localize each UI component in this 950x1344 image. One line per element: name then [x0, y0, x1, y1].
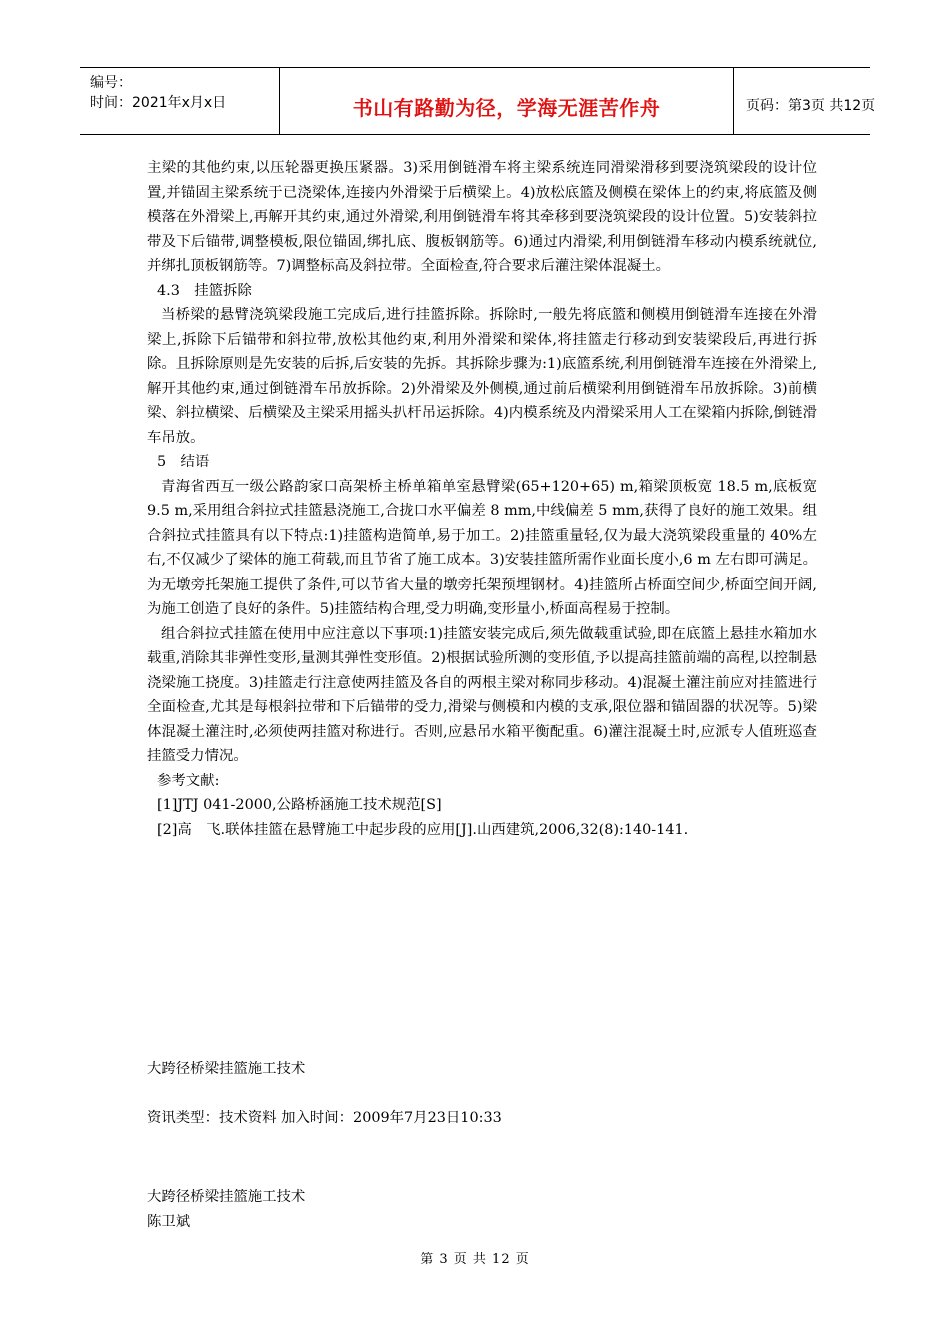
header-left-cell: [80, 68, 280, 134]
paragraph-dismantling: 当桥梁的悬臂浇筑梁段施工完成后,进行挂篮拆除。拆除时,一般先将底篮和侧模用倒链滑车连接在外滑梁上,拆除下后锚带和斜拉带,放松其他约束,利用外滑梁和梁体,将挂篮走行移动到安装梁段后,再进行拆除。且拆除原则是先安装的后拆,后安装的先拆。其拆除步骤为:1)底篮系统,利用倒链滑车连接在外滑梁上,解开其他约束,通过倒链滑车吊放拆除。2)外滑梁及外侧模,通过前后横梁利用倒链滑车吊放拆除。3)前横梁、斜拉横梁、后横梁及主梁采用摇头扒杆吊运拆除。4)内模系统及内滑梁采用人工在梁箱内拆除,倒链滑车吊放。: [147, 307, 817, 446]
doc-time-label: 时间：2021年x月x日: [90, 95, 227, 111]
page-footer: 第 3 页 共 12 页: [420, 1252, 530, 1267]
section-heading-4-3: 4.3 挂篮拆除: [157, 282, 252, 299]
reference-item-2: [2]高 飞.联体挂篮在悬臂施工中起步段的应用[J].山西建筑,2006,32(8):140-141.: [157, 821, 689, 838]
header-page-label: 页码：第3页 共12页: [746, 98, 876, 114]
article-title-repeat: 大跨径桥梁挂篮施工技术: [147, 1189, 306, 1205]
header-table: [80, 67, 876, 135]
article-title: 大跨径桥梁挂篮施工技术: [147, 1061, 306, 1077]
article-author: 陈卫斌: [147, 1214, 191, 1230]
body-text: [147, 156, 817, 842]
reference-item-1: [1]JTJ 041-2000,公路桥涵施工技术规范[S]: [157, 797, 442, 813]
paragraph-precautions: 组合斜拉式挂篮在使用中应注意以下事项:1)挂篮安装完成后,须先做载重试验,即在底篮上悬挂水箱加水载重,消除其非弹性变形,量测其弹性变形值。2)根据试验所测的变形值,予以提高挂篮前端的高程,以控制悬浇梁施工挠度。3)挂篮走行注意使两挂篮及各自的两根主梁对称同步移动。4)混凝土灌注前应对挂篮进行全面检查,尤其是每根斜拉带和下后锚带的受力,滑梁与侧模和内模的支承,限位器和锚固器的状况等。5)梁体混凝土灌注时,必须使两挂篮对称进行。否则,应悬吊水箱平衡配重。6)灌注混凝土时,应派专人值班巡查挂篮受力情况。: [147, 625, 817, 764]
references-title: 参考文献:: [157, 772, 220, 789]
header-motto: 书山有路勤为径，学海无涯苦作舟: [352, 96, 661, 120]
paragraph-continued: 主梁的其他约束,以压轮器更换压紧器。3)采用倒链滑车将主梁系统连同滑梁滑移到要浇筑梁段的设计位置,并锚固主梁系统于已浇梁体,连接内外滑梁于后横梁上。4)放松底篮及侧模在梁体上的约束,将底篮及侧模落在外滑梁上,再解开其约束,通过外滑梁,利用倒链滑车将其牵移到要浇筑梁段的设计位置。5)安装斜拉带及下后锚带,调整模板,限位锚固,绑扎底、腹板钢筋等。6)通过内滑梁,利用倒链滑车移动内模系统就位,并绑扎顶板钢筋等。7)调整标高及斜拉带。全面检查,符合要求后灌注梁体混凝土。: [147, 160, 817, 274]
section-heading-5: 5 结语: [157, 454, 210, 470]
article-info: 资讯类型：技术资料 加入时间：2009年7月23日10:33: [147, 1110, 502, 1126]
header-middle-cell: [280, 68, 734, 134]
doc-code-label: 编号：: [90, 75, 132, 91]
header-right-cell: [734, 68, 876, 134]
paragraph-conclusion: 青海省西互一级公路韵家口高架桥主桥单箱单室悬臂梁(65+120+65) m,箱梁顶板宽 18.5 m,底板宽 9.5 m,采用组合斜拉式挂篮悬浇施工,合拢口水平偏差 8 mm,中线偏差 5 mm,获得了良好的施工效果。组合斜拉式挂篮具有以下特点:1)挂篮构造简单,易于加工。2)挂篮重量轻,仅为最大浇筑梁段重量的 40%左右,不仅减少了梁体的施工荷载,而且节省了施工成本。3)安装挂篮所需作业面长度小,6 m 左右即可满足。为无墩旁托架施工提供了条件,可以节省大量的墩旁托架预埋钢材。4)挂篮所占桥面空间少,桥面空间开阔,为施工创造了良好的条件。5)挂篮结构合理,受力明确,变形量小,桥面高程易于控制。: [147, 478, 817, 617]
